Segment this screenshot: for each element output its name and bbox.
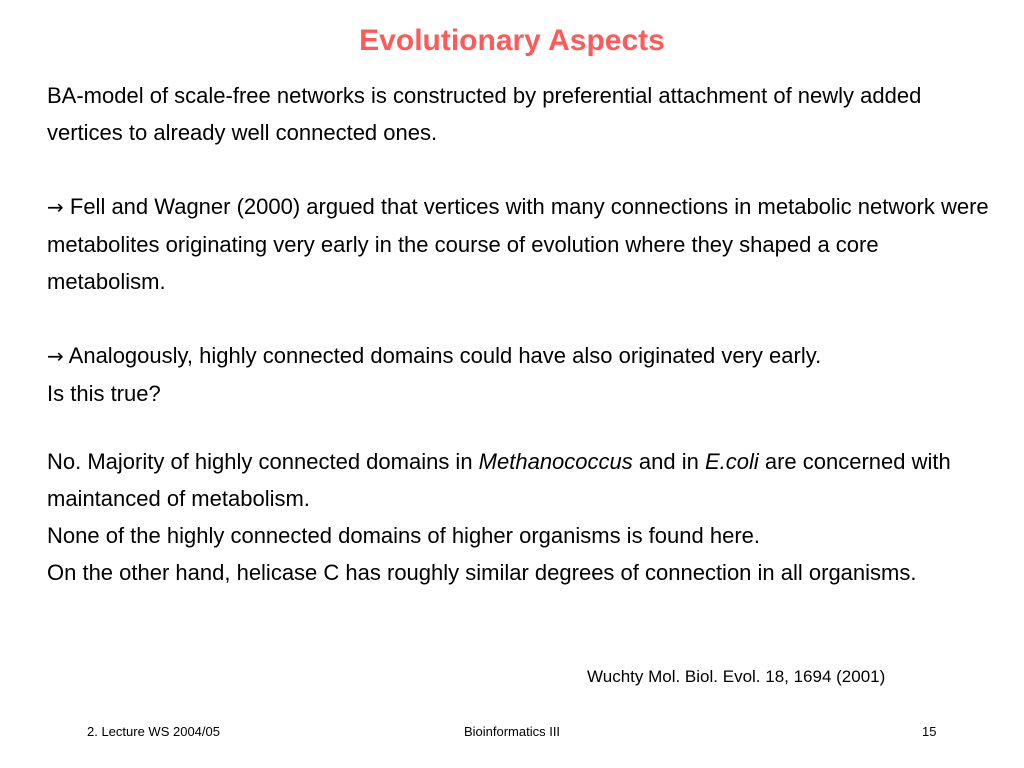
- organism-methanococcus: Methanococcus: [478, 449, 633, 474]
- spacer: [47, 412, 997, 443]
- paragraph-analogously: [47, 337, 997, 412]
- footer-lecture: 2. Lecture WS 2004/05: [87, 724, 220, 739]
- paragraph-fell-wagner: [47, 188, 997, 300]
- spacer: [47, 300, 997, 337]
- right-arrow-icon: →: [47, 344, 64, 368]
- answer-text-end: are concerned with maintanced of metabolism.: [47, 449, 951, 511]
- paragraph-fell-wagner-text: Fell and Wagner (2000) argued that vertices with many connections in metabolic network were metabolites originating very early in the course of evolution where they shaped a core metabolism.: [47, 194, 989, 294]
- citation: Wuchty Mol. Biol. Evol. 18, 1694 (2001): [587, 667, 886, 686]
- paragraph-ba-model: BA-model of scale-free networks is constructed by preferential attachment of newly added vertices to already well connected ones.: [47, 83, 922, 145]
- footer-page-number: 15: [922, 724, 937, 739]
- paragraph-higher-organisms: None of the highly connected domains of higher organisms is found here.: [47, 523, 760, 548]
- answer-text-between: and in: [632, 449, 705, 474]
- footer-course: Bioinformatics III: [463, 724, 561, 739]
- answer-text-start: No. Majority of highly connected domains in: [47, 449, 479, 474]
- slide-title: Evolutionary Aspects: [359, 24, 665, 57]
- paragraph-answer: [47, 443, 997, 517]
- paragraph-helicase: On the other hand, helicase C has roughly similar degrees of connection in all organisms.: [47, 560, 917, 585]
- right-arrow-icon: →: [47, 195, 64, 219]
- organism-ecoli: E.coli: [704, 449, 759, 474]
- paragraph-analogously-text: Analogously, highly connected domains could have also originated very early.: [63, 343, 822, 368]
- spacer: [47, 151, 997, 188]
- slide-body: [47, 77, 997, 591]
- question-text: Is this true?: [47, 381, 161, 406]
